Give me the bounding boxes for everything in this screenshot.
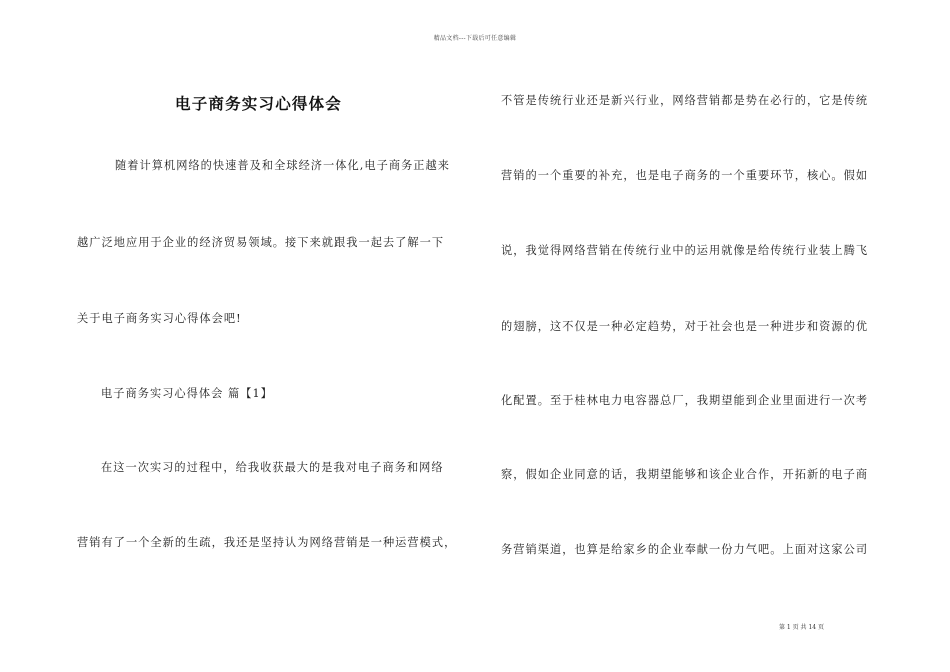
right-line-7: 务营销渠道，也算是给家乡的企业奉献一份力气吧。上面对这家公司 — [501, 543, 869, 556]
left-line-5: 在这一次实习的过程中，给我收获最大的是我对电子商务和网络 — [101, 461, 444, 474]
left-line-1: 随着计算机网络的快速普及和全球经济一体化,电子商务正越来 — [115, 159, 451, 172]
left-line-3: 关于电子商务实习心得体会吧! — [77, 312, 242, 325]
left-line-2: 越广泛地应用于企业的经济贸易领域。接下来就跟我一起去了解一下 — [77, 236, 445, 249]
right-line-6: 察，假如企业同意的话，我期望能够和该企业合作，开拓新的电子商 — [501, 468, 869, 481]
right-line-4: 的翅膀，这不仅是一种必定趋势，对于社会也是一种进步和资源的优 — [501, 320, 869, 333]
right-line-1: 不管是传统行业还是新兴行业，网络营销都是势在必行的，它是传统 — [501, 94, 869, 107]
section-heading: 电子商务实习心得体会 篇【1】 — [101, 387, 273, 400]
page-number: 第 1 页 共 14 页 — [779, 624, 824, 631]
page-header: 精品文档---下载后可任意编辑 — [433, 35, 517, 42]
right-line-5: 化配置。至于桂林电力电容器总厂，我期望能到企业里面进行一次考 — [501, 394, 869, 407]
right-line-3: 说，我觉得网络营销在传统行业中的运用就像是给传统行业装上腾飞 — [501, 244, 869, 257]
left-line-6: 营销有了一个全新的生疏，我还是坚持认为网络营销是一种运营模式， — [77, 536, 457, 549]
right-line-2: 营销的一个重要的补充，也是电子商务的一个重要环节，核心。假如 — [501, 169, 869, 182]
document-title: 电子商务实习心得体会 — [175, 94, 343, 113]
